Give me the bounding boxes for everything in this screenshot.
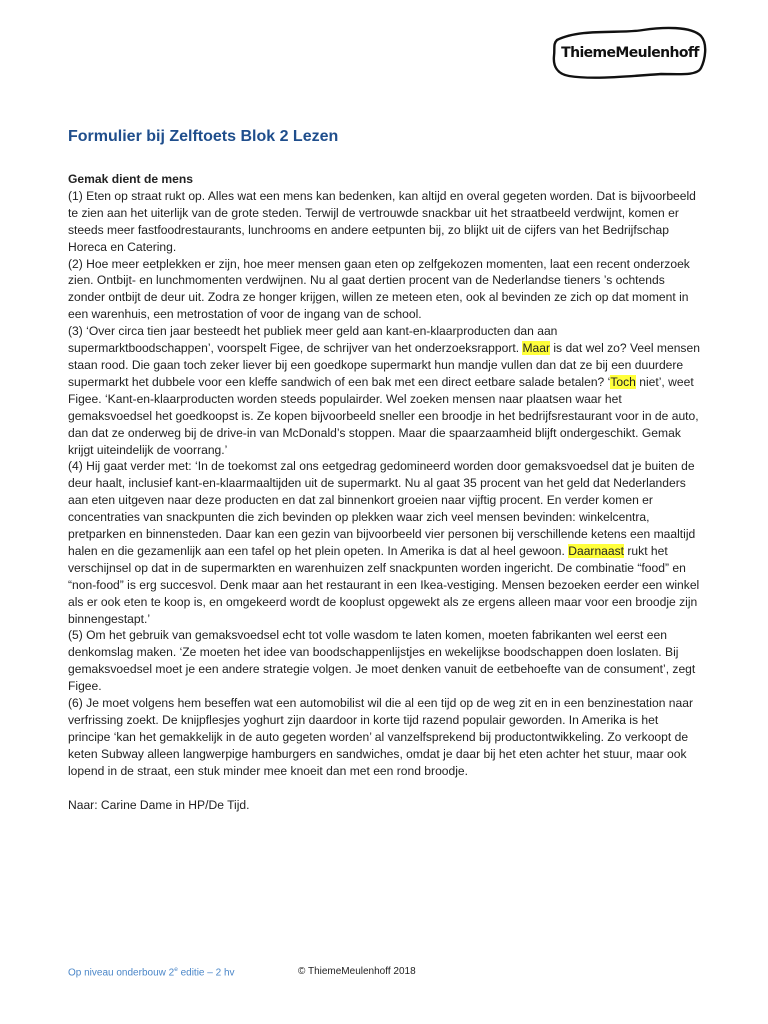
- paragraph-4: [68, 458, 700, 627]
- highlight-maar: Maar: [522, 341, 550, 356]
- paragraph-4-text-b: rukt het verschijnsel op dat in de supermarkten en warenhuizen zelf snackpunten worden ingericht. De combinatie “food” en “non-food” is erg succesvol. Denk maar aan het restaurant in een Ikea-vestiging. Mensen bezoeken eerder een winkel als er ook eten te koop is, en omgekeerd wordt de kooplust opgewekt als ze ergens alleen maar voor een broodje zijn binnengestapt.’: [68, 543, 700, 626]
- spacer: [68, 780, 700, 797]
- article: [68, 171, 700, 814]
- footer-course-text-b: editie – 2 hv: [177, 967, 235, 979]
- paragraph-6: (6) Je moet volgens hem beseffen wat een automobilist wil die al een tijd op de weg zit en in een benzinestation naar verfrissing zoekt. De knijpflesjes yoghurt zijn daardoor in korte tijd razend populair geworden. In Amerika is het principe ‘kan het gemakkelijk in de auto gegeten worden’ al vanzelfsprekend bij productontwikkeling. Zo verkoopt de keten Subway alleen langwerpige hamburgers en sandwiches, omdat je daar bij het eten achter het stuur, maar ook lopend in de straat, een stuk minder mee knoeit dan met een rond broodje.: [68, 696, 694, 778]
- paragraph-4-text-a: (4) Hij gaat verder met: ‘In de toekomst zal ons eetgedrag gedomineerd worden door gemaksvoedsel dat je buiten de deur haalt, inclusief kant-en-klaarmaaltijden uit de supermarkt. Nu al gaat 35 procent van het geld dat Nederlanders aan eten uitgeven naar deze producten en dat zal binnenkort groeien naar vijftig procent. En verder komen er concentraties van snackpunten die zich bevinden op plekken waar zich veel mensen bevinden: winkelcentra, pretparken en binnensteden. Daar kan een gezin van bijvoorbeeld vier personen bij verschillende ketens een maaltijd halen en die gezamenlijk aan een tafel op het plein opeten. In Amerika is dat al heel gewoon.: [68, 459, 696, 558]
- footer-course: [68, 966, 235, 978]
- footer-copyright: © ThiemeMeulenhoff 2018: [298, 966, 416, 977]
- source-credit: Naar: Carine Dame in HP/De Tijd.: [68, 797, 250, 812]
- highlight-daarnaast: Daarnaast: [568, 543, 625, 558]
- paragraph-3-text-b: is dat wel zo? Veel mensen staan rood. Die gaan toch zeker liever bij een goedkope supermarkt hun mandje vullen dan dat ze bij een duurdere supermarkt het dubbele voor een kleffe sandwich of een bak met een direct eetbare salade betalen? ‘: [68, 341, 700, 389]
- footer-course-text-a: Op niveau onderbouw 2: [68, 967, 175, 979]
- paragraph-2: (2) Hoe meer eetplekken er zijn, hoe meer mensen gaan eten op zelfgekozen momenten, laat een recent onderzoek zien. Ontbijt- en lunchmomenten verdwijnen. Nu al gaat dertien procent van de Nederlandse tieners ’s ochtends zonder ontbijt de deur uit. Zodra ze honger krijgen, willen ze meteen eten, ook al bevinden ze zich op dat moment in een warenhuis, een metrostation of voor de ingang van de school.: [68, 256, 690, 322]
- highlight-toch: Toch: [610, 374, 636, 389]
- publisher-logo: [551, 24, 709, 82]
- paragraph-5: (5) Om het gebruik van gemaksvoedsel echt tot volle wasdom te laten komen, moeten fabrikanten wel eerst een denkomslag maken. ‘Ze moeten het idee van boodschappenlijstjes en wekelijkse boodschappen doen loslaten. Bij gemaksvoedsel moet je een andere strategie volgen. Je moet denken vanuit de eetbehoefte van de consument’, zegt Figee.: [68, 628, 696, 694]
- page-title: Formulier bij Zelftoets Blok 2 Lezen: [68, 128, 339, 145]
- paragraph-3: [68, 323, 700, 458]
- article-heading: Gemak dient de mens: [68, 172, 194, 186]
- paragraph-3-text-a: (3) ‘Over circa tien jaar besteedt het publiek meer geld aan kant-en-klaarproducten dan aan supermarktboodschappen’, voorspelt Figee, de schrijver van het onderzoeksrapport.: [68, 324, 558, 356]
- paragraph-3-text-c: niet’, weet Figee. ‘Kant-en-klaarproducten worden steeds populairder. Wel zoeken mensen naar plaatsen waar het gemaksvoedsel het goedkoopst is. Ze kopen bijvoorbeeld sneller een broodje in het bedrijfsrestaurant voor in de auto, dan dat ze onderweg bij de drive-in van McDonald’s stoppen. Maar die spaarzaamheid blijft ondergeschikt. Gemak krijgt uiteindelijk de voorrang.’: [68, 374, 699, 457]
- paragraph-1: (1) Eten op straat rukt op. Alles wat een mens kan bedenken, kan altijd en overal gegeten worden. Dat is bijvoorbeeld te zien aan het uiterlijk van de grote steden. Terwijl de vertrouwde snackbar uit het straatbeeld verdwijnt, komen er steeds meer fastfoodrestaurants, lunchrooms en andere eetpunten bij, zo blijkt uit de cijfers van het Bedrijfschap Horeca en Catering.: [68, 188, 696, 254]
- footer-course-superscript: e: [174, 966, 178, 973]
- logo-text: ThiemeMeulenhoff: [561, 45, 699, 61]
